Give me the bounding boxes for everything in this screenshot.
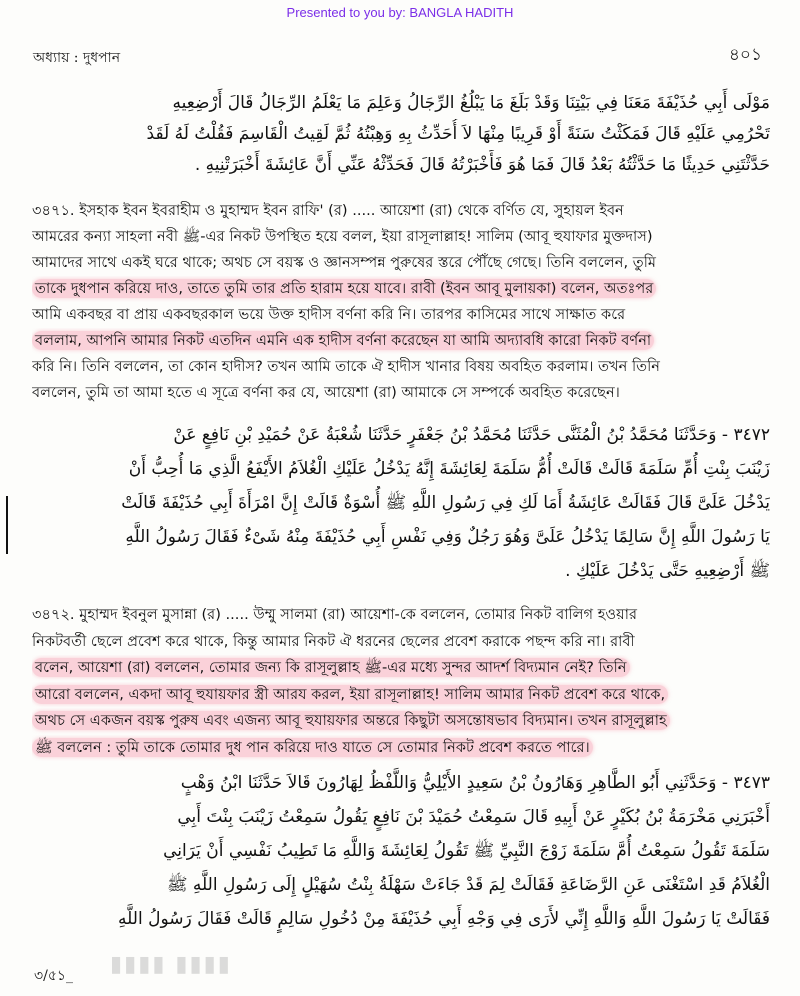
bangla-line: আমাদের সাথে একই ঘরে থাকে; অথচ সে বয়স্ক ও জ্ঞানসম্পন্ন পুরুষের স্তরে পৌঁছে গেছে। তিনি বললেন, তুমি: [32, 254, 656, 271]
arabic-line: سَلَمَةَ تَقُولُ سَمِعْتُ أُمَّ سَلَمَةَ زَوْجَ النَّبِيِّ ﷺ تَقُولُ لِعَائِشَةَ وَاللَّهِ مَا تَطِيبُ نَفْسِي أَنْ يَرَانِي: [163, 841, 770, 861]
highlight: ﷺ বললেন : তুমি তাকে তোমার দুধ পান করিয়ে দাও যাতে সে তোমার নিকট প্রবেশ করতে পারে।: [32, 738, 593, 757]
arabic-line: الْغُلاَمُ قَدِ اسْتَغْنَى عَنِ الرَّضَاعَةِ فَقَالَتْ لِمَ قَدْ جَاءَتْ سَهْلَةُ بِنْتُ سُهَيْلٍ إِلَى رَسُولِ اللَّهِ ﷺ: [166, 875, 770, 895]
page-number: ৪০১: [728, 45, 762, 65]
arabic-block-2: [32, 418, 770, 588]
highlight: অথচ সে একজন বয়স্ক পুরুষ এবং এজন্য আবূ হুযায়ফার অন্তরে কিছুটা অসন্তোষভাব বিদ্যমান। তখন রাসূলুল্লাহ: [32, 711, 670, 730]
bangla-line: [32, 708, 770, 735]
highlight: আরো বললেন, একদা আবূ হুযায়ফার স্ত্রী আরয করল, ইয়া রাসূলাল্লাহ! সালিম আমার নিকট প্রবেশ করে থাকে,: [32, 685, 668, 704]
watermark: ▮▮▮▮ ▮▮▮▮: [110, 952, 232, 977]
bangla-line: আমি একবছর বা প্রায় একবছরকাল ভয়ে উক্ত হাদীস বর্ণনা করি নি। তারপর কাসিমের সাথে সাক্ষাত করে: [32, 306, 626, 323]
arabic-block-3: [32, 766, 770, 936]
arabic-line: ٣٤٧٢ - وَحَدَّثَنَا مُحَمَّدُ بْنُ الْمُثَنَّى حَدَّثَنَا مُحَمَّدُ بْنُ جَعْفَرٍ حَدَّثَنَا شُعْبَةُ عَنْ حُمَيْدِ بْنِ نَافِعٍ عَنْ: [173, 425, 770, 445]
margin-mark: [6, 496, 8, 554]
arabic-line: حَدَّثْتَنِي حَدِيثًا مَا حَدَّثْتُهُ بَعْدُ قَالَ فَمَا هُوَ فَأَخْبَرْتُهُ قَالَ فَحَدِّثْهُ عَنِّي أَنَّ عَائِشَةَ أَخْبَرَتْنِيهِ .: [194, 155, 770, 175]
arabic-line: تَحْرُمِي عَلَيْهِ قَالَ فَمَكَثْتُ سَنَةً أَوْ قَرِيبًا مِنْهَا لاَ أُحَدِّثُ بِهِ وَهِبْتُهُ ثُمَّ لَقِيتُ الْقَاسِمَ فَقُلْتُ لَهُ لَقَدْ: [146, 124, 770, 144]
bangla-line: বললেন, তুমি তা আমা হতে এ সূত্রে বর্ণনা কর যে, আয়েশা (রা) আমাকে সে সম্পর্কে অবহিত করেছেন।: [32, 384, 620, 401]
bangla-line: [32, 655, 770, 682]
bangla-line: নিকটবর্তী ছেলে প্রবেশ করে থাকে, কিন্তু আমার নিকট ঐ ধরনের ছেলের প্রবেশ করাকে পছন্দ করি না। রাবী: [32, 632, 635, 650]
banner: Presented to you by: BANGLA HADITH: [286, 5, 514, 20]
highlight: তাকে দুধপান করিয়ে দাও, তাতে তুমি তার প্রতি হারাম হয়ে যাবে। রাবী (ইবন আবূ মুলায়কা) বলেন, অতঃপর: [32, 279, 656, 298]
arabic-line: زَيْنَبَ بِنْتِ أُمِّ سَلَمَةَ قَالَتْ قَالَتْ أُمُّ سَلَمَةَ لِعَائِشَةَ إِنَّهُ يَدْخُلُ عَلَيْكِ الْغُلاَمُ الأَيْفَعُ الَّذِي مَا أُحِبُّ أَنْ: [128, 459, 770, 479]
bangla-line: [32, 328, 770, 354]
bangla-line: [32, 276, 770, 302]
bangla-line: [32, 682, 770, 709]
hadith-3472-translation: [32, 602, 770, 761]
bangla-line: করি নি। তিনি বললেন, তা কোন হাদীস? তখন আমি তাকে ঐ হাদীস খানার বিষয় অবহিত করলাম। তখন তিনি: [32, 358, 660, 375]
hadith-3471-translation: [32, 198, 770, 406]
arabic-line: ٣٤٧٣ - وَحَدَّثَنِي أَبُو الطَّاهِرِ وَهَارُونُ بْنُ سَعِيدٍ الأَيْلِيُّ وَاللَّفْظُ لِهَارُونَ قَالاَ حَدَّثَنَا ابْنُ وَهْبٍ: [180, 773, 770, 793]
bangla-line: ৩৪৭১. ইসহাক ইবন ইবরাহীম ও মুহাম্মদ ইবন রাফি' (র) ..... আয়েশা (রা) থেকে বর্ণিত যে, সুহায়ল ইবন: [32, 202, 624, 219]
arabic-line: ﷺ أَرْضِعِيهِ حَتَّى يَدْخُلَ عَلَيْكِ .: [565, 561, 770, 581]
arabic-line: يَا رَسُولَ اللَّهِ إِنَّ سَالِمًا يَدْخُلُ عَلَىَّ وَهُوَ رَجُلٌ وَفِي نَفْسِ أَبِي حُذَيْفَةَ مِنْهُ شَىْءٌ فَقَالَ رَسُولُ اللَّهِ: [125, 527, 770, 547]
bangla-line: [32, 735, 770, 762]
arabic-block-1: [32, 88, 770, 181]
highlight: বলেন, আয়েশা (রা) বললেন, তোমার জন্য কি রাসূলুল্লাহ ﷺ-এর মধ্যে সুন্দর আদর্শ বিদ্যমান নেই? তিনি: [32, 658, 630, 677]
folio-mark: ৩/৫১_: [34, 968, 73, 984]
arabic-line: مَوْلَى أَبِي حُذَيْفَةَ مَعَنَا فِي بَيْتِنَا وَقَدْ بَلَغَ مَا يَبْلُغُ الرِّجَالُ وَعَلِمَ مَا يَعْلَمُ الرِّجَالُ قَالَ أَرْضِعِيهِ: [172, 93, 770, 113]
arabic-line: يَدْخُلَ عَلَىَّ قَالَ فَقَالَتْ عَائِشَةُ أَمَا لَكِ فِي رَسُولِ اللَّهِ ﷺ أُسْوَةٌ قَالَتْ إِنَّ امْرَأَةَ أَبِي حُذَيْفَةَ قَالَتْ: [121, 493, 770, 513]
arabic-line: أَخْبَرَنِي مَخْرَمَةُ بْنُ بُكَيْرٍ عَنْ أَبِيهِ قَالَ سَمِعْتُ حُمَيْدَ بْنَ نَافِعٍ يَقُولُ سَمِعْتُ زَيْنَبَ بِنْتَ أَبِي: [177, 807, 770, 827]
chapter-title: অধ্যায় : দুধপান: [33, 50, 121, 66]
bangla-line: আমরের কন্যা সাহলা নবী ﷺ-এর নিকট উপস্থিত হয়ে বলল, ইয়া রাসূলাল্লাহ! সালিম (আবূ হুযাফার মুক্তদাস): [32, 228, 653, 245]
bangla-line: ৩৪৭২. মুহাম্মদ ইবনুল মুসান্না (র) ..... উম্মু সালমা (রা) আয়েশা-কে বললেন, তোমার নিকট বালিগ হওয়ার: [32, 606, 637, 623]
arabic-line: فَقَالَتْ يَا رَسُولَ اللَّهِ وَاللَّهِ إِنِّي لأَرَى فِي وَجْهِ أَبِي حُذَيْفَةَ مِنْ دُخُولِ سَالِمٍ قَالَتْ فَقَالَ رَسُولُ اللَّهِ: [118, 909, 770, 929]
highlight: বললাম, আপনি আমার নিকট এতদিন এমনি এক হাদীস বর্ণনা করেছেন যা আমি অদ্যাবধি কারো নিকট বর্ণনা: [32, 331, 654, 350]
